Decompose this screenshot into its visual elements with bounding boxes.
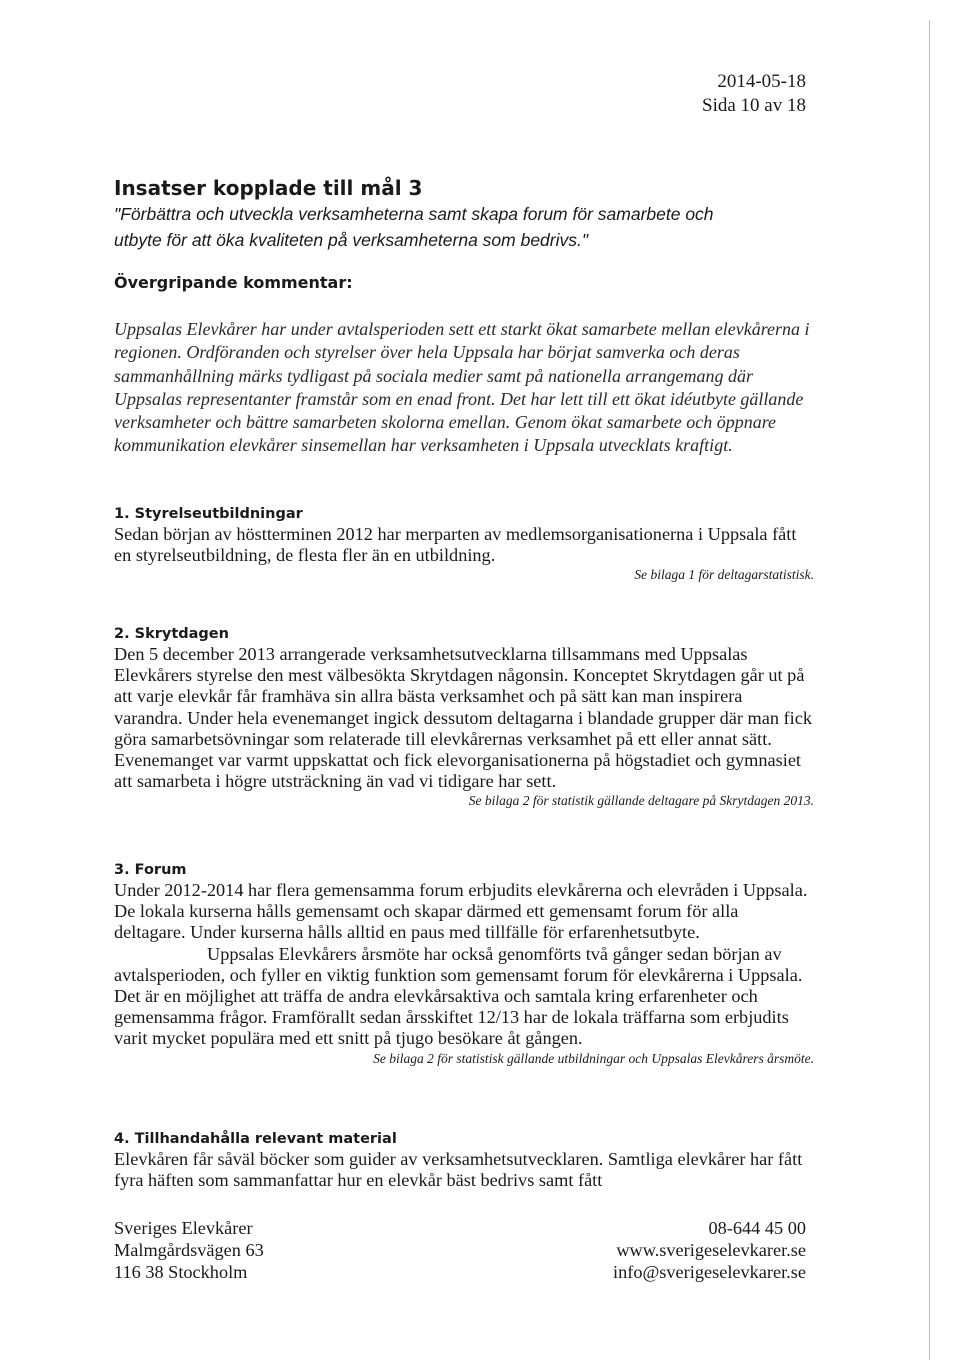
item-1-note: Se bilaga 1 för deltagarstatistisk. [634,567,814,583]
goal-quote-line-2: utbyte för att öka kvaliteten på verksamheterna som bedrivs." [114,230,589,250]
page-header [702,70,806,118]
item-2-heading: 2. Skrytdagen [114,626,229,642]
item-3-note: Se bilaga 2 för statistisk gällande utbildningar och Uppsalas Elevkårers årsmöte. [373,1050,814,1066]
header-page-number: Sida 10 av 18 [702,95,806,116]
overview-heading: Övergripande kommentar: [114,273,353,292]
item-4-text: Elevkåren får såväl böcker som guider av verksamhetsutvecklaren. Samtliga elevkårer har fått fyra häften som sammanfattar hur en elevkår bäst bedrivs samt fått [114,1149,803,1191]
page-edge-line [929,20,930,1360]
item-1-heading: 1. Styrelseutbildningar [114,506,303,522]
footer-web-link[interactable]: www.sverigeselevkarer.se [616,1240,806,1260]
item-2 [114,624,814,810]
item-2-text: Den 5 december 2013 arrangerade verksamhetsutvecklarna tillsammans med Uppsalas Elevkårers styrelse den mest välbesökta Skrytdagen någonsin. Konceptet Skrytdagen går ut på att varje elevkår får framhäva sin allra bästa verksamhet och på sätt kan man inspirera varandra. Under hela evenemanget ingick dessutom deltagarna i blandade grupper där man fick göra samarbetsövningar som relaterade till elevkårernas verksamhet på ett eller annat sätt. Evenemanget var varmt uppskattat och fick elevorganisationerna på högstadiet och gymnasiet att samarbeta i högre utsträckning än vad vi tidigare har sett. [114,644,812,792]
item-4-heading: 4. Tillhandahålla relevant material [114,1131,397,1147]
footer-email-link[interactable]: info@sverigeselevkarer.se [613,1262,806,1282]
item-3-text-1: Under 2012-2014 har flera gemensamma forum erbjudits elevkårerna och elevråden i Uppsala. De lokala kurserna hålls gemensamt och skapar därmed ett gemensamt forum för alla deltagare. Under kurserna hålls alltid en paus med tillfälle för erfarenhetsutbyte. [114,880,808,943]
item-2-note: Se bilaga 2 för statistik gällande deltagare på Skrytdagen 2013. [468,793,814,809]
item-1-text: Sedan början av höstterminen 2012 har merparten av medlemsorganisationerna i Uppsala fått en styrelseutbildning, de flesta fler än en utbildning. [114,524,797,566]
header-date: 2014-05-18 [717,71,806,92]
footer-address [114,1217,264,1283]
footer-org: Sveriges Elevkårer [114,1218,253,1238]
section-intro [114,175,814,253]
section-title: Insatser kopplade till mål 3 [114,176,423,200]
goal-quote-line-1: "Förbättra och utveckla verksamheterna samt skapa forum för samarbete och [114,204,714,224]
item-3-heading: 3. Forum [114,862,187,878]
footer-street: Malmgårdsvägen 63 [114,1240,264,1260]
overview [114,272,814,458]
item-3 [114,860,814,1068]
footer-city: 116 38 Stockholm [114,1262,248,1282]
footer-phone: 08-644 45 00 [708,1218,806,1238]
item-1 [114,504,814,584]
goal-quote [114,201,814,253]
footer-contact [613,1217,806,1283]
item-4 [114,1129,814,1191]
item-3-text-2: Uppsalas Elevkårers årsmöte har också genomförts två gånger sedan början av avtalsperioden, och fyller en viktig funktion som gemensamt forum för elevkårerna i Uppsala. Det är en möjlighet att träffa de andra elevkårsaktiva och samtala kring erfarenheter och gemensamma frågor. Framförallt sedan årsskiftet 12/13 har de lokala träffarna som erbjudits varit mycket populära med ett snitt på tjugo besökare åt gången. [114,943,803,1049]
overview-text: Uppsalas Elevkårer har under avtalsperioden sett ett starkt ökat samarbete mellan elevkårerna i regionen. Ordföranden och styrelser över hela Uppsala har börjat samverka och deras sammanhållning märks tydligast på sociala medier samt på nationella arrangemang där Uppsalas representanter framstår som en enad front. Det har lett till ett ökat idéutbyte gällande verksamheter och bättre samarbeten skolorna emellan. Genom ökat samarbete och öppnare kommunikation elevkårer sinsemellan har verksamheten i Uppsala utvecklats kraftigt. [114,319,810,456]
